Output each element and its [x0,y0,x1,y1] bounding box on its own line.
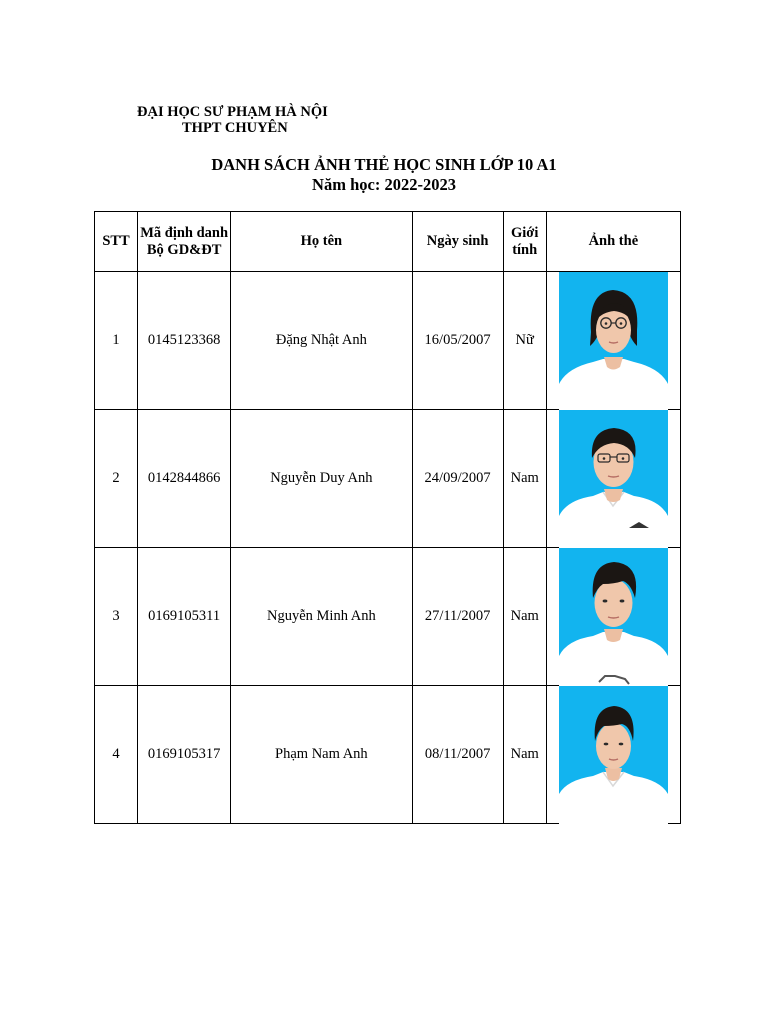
cell-full-name: Phạm Nam Anh [231,686,412,824]
cell-stt: 1 [95,272,138,410]
school-name: ĐẠI HỌC SƯ PHẠM HÀ NỘI [137,104,328,120]
header-birth-date: Ngày sinh [412,212,503,272]
table-row [95,686,681,824]
cell-student-id: 0169105311 [138,548,231,686]
cell-gender: Nam [503,548,546,686]
cell-gender: Nữ [503,272,546,410]
cell-full-name: Nguyễn Minh Anh [231,548,412,686]
header-stt: STT [95,212,138,272]
portrait-image [559,548,668,686]
cell-stt: 2 [95,410,138,548]
cell-birth-date: 24/09/2007 [412,410,503,548]
table-row [95,548,681,686]
portrait-image [559,686,668,824]
header-full-name: Họ tên [231,212,412,272]
cell-photo [546,272,680,410]
cell-student-id: 0169105317 [138,686,231,824]
cell-birth-date: 08/11/2007 [412,686,503,824]
header-gender: Giới tính [503,212,546,272]
cell-stt: 4 [95,686,138,824]
cell-student-id: 0142844866 [138,410,231,548]
school-division: THPT CHUYÊN [182,120,288,136]
header-photo: Ảnh thẻ [546,212,680,272]
table-row [95,272,681,410]
table-header-row [95,212,681,272]
table-row [95,410,681,548]
cell-photo [546,548,680,686]
cell-gender: Nam [503,410,546,548]
cell-photo [546,410,680,548]
cell-birth-date: 27/11/2007 [412,548,503,686]
student-portrait-photo [559,686,668,824]
cell-gender: Nam [503,686,546,824]
cell-full-name: Đặng Nhật Anh [231,272,412,410]
portrait-image [559,272,668,410]
portrait-image [559,410,668,548]
cell-photo [546,686,680,824]
cell-student-id: 0145123368 [138,272,231,410]
student-photo-table [94,211,681,824]
cell-stt: 3 [95,548,138,686]
student-portrait-photo [559,410,668,548]
student-portrait-photo [559,548,668,686]
school-year: Năm học: 2022-2023 [312,175,456,194]
student-portrait-photo [559,272,668,410]
header-student-id: Mã định danh Bộ GD&ĐT [138,212,231,272]
cell-full-name: Nguyễn Duy Anh [231,410,412,548]
page-title: DANH SÁCH ẢNH THẺ HỌC SINH LỚP 10 A1 [211,155,557,174]
cell-birth-date: 16/05/2007 [412,272,503,410]
